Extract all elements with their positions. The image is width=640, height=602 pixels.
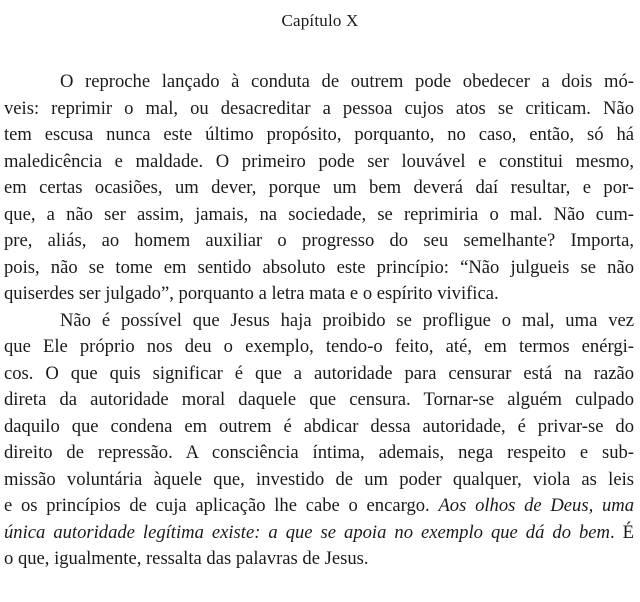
text-line: maledicência e maldade. O primeiro pode ser louvável e constitui mesmo, — [4, 150, 634, 172]
text-line: que Ele próprio nos deu o exemplo, tendo-o feito, até, em termos enérgi- — [4, 336, 634, 357]
text-segment: e os princípios de cuja aplicação lhe cabe o encargo. — [4, 495, 439, 516]
text-line: em certas ocasiões, um dever, porque um bem deverá daí resultar, e por- — [4, 177, 634, 198]
text-line: veis: reprimir o mal, ou desacreditar a pessoa cujos atos se criticam. Não — [4, 97, 634, 119]
text-line: direito de repressão. A consciência íntima, ademais, nega respeito e sub- — [4, 442, 634, 463]
text-segment: . É — [609, 521, 634, 543]
text-line: pois, não se tome em sentido absoluto este princípio: “Não julgueis se não — [4, 256, 634, 278]
text-line: tem escusa nunca este último propósito, porquanto, no caso, então, só há — [4, 124, 634, 145]
text-line: quiserdes ser julgado”, porquanto a letra mata e o espírito vivifica. — [4, 283, 499, 304]
text-line: direta da autoridade moral daquele que censura. Tornar-se alguém culpado — [4, 389, 634, 410]
text-line: O reproche lançado à conduta de outrem pode obedecer a dois mó- — [60, 71, 634, 92]
italic-text-segment: única autoridade legítima existe: a que se apoia no exemplo que dá do bem — [4, 521, 610, 543]
text-line: Não é possível que Jesus haja proibido se profligue o mal, uma vez — [60, 309, 634, 331]
text-line: daquilo que condena em outrem é abdicar dessa autoridade, é privar-se do — [4, 415, 634, 437]
text-line-mixed — [4, 520, 634, 547]
text-line: pre, aliás, ao homem auxiliar o progresso do seu semelhante? Importa, — [4, 230, 634, 251]
paragraph — [4, 308, 634, 573]
text-line: cos. O que quis significar é que a autoridade para censurar está na razão — [4, 362, 634, 384]
paragraph — [4, 69, 634, 308]
text-line-mixed — [4, 493, 634, 520]
body-text — [4, 69, 634, 573]
chapter-title: Capítulo X — [281, 11, 359, 30]
italic-text-segment: Aos olhos de Deus, uma — [438, 495, 634, 516]
text-line: que, a não ser assim, jamais, na sociedade, se reprimiria o mal. Não cum- — [4, 203, 634, 225]
text-line: missão voluntária àquele que, investido de um poder qualquer, viola as leis — [4, 468, 634, 490]
text-line: o que, igualmente, ressalta das palavras de Jesus. — [4, 548, 369, 569]
